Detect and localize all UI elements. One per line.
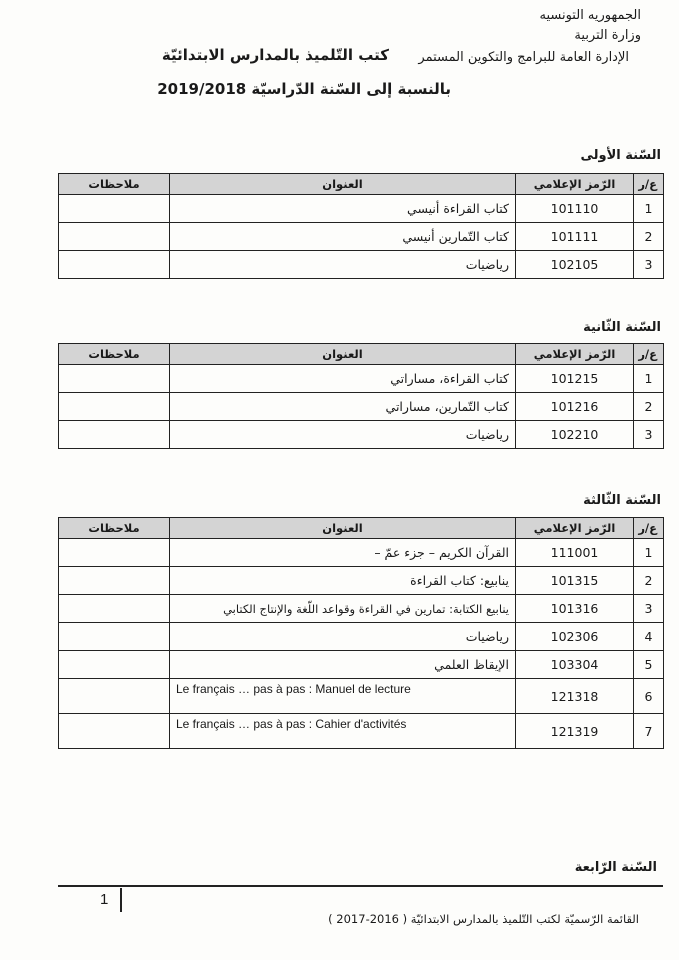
page-number: 1: [100, 891, 109, 908]
row-code: 101316: [516, 595, 634, 623]
row-notes: [59, 223, 170, 251]
books-table-year1: [58, 173, 664, 279]
col-title-header: العنوان: [170, 344, 516, 365]
row-title: رياضيات: [170, 421, 516, 449]
table-row: [59, 679, 664, 714]
row-num: 1: [634, 539, 664, 567]
document-year-title: بالنسبة إلى السّنة الدّراسيّة 2019/2018: [157, 80, 451, 98]
row-notes: [59, 365, 170, 393]
section-title-year4: السّنة الرّابعة: [574, 860, 657, 875]
col-code-header: الرّمز الإعلامي: [516, 174, 634, 195]
table-header-row: [59, 174, 664, 195]
row-title: كتاب القراءة، مساراتي: [170, 365, 516, 393]
row-num: 5: [634, 651, 664, 679]
table-row: [59, 651, 664, 679]
row-code: 111001: [516, 539, 634, 567]
row-notes: [59, 251, 170, 279]
row-notes: [59, 679, 170, 714]
row-code: 102306: [516, 623, 634, 651]
row-title: ينابيع الكتابة: تمارين في القراءة وقواعد اللّغة والإنتاج الكتابي: [170, 595, 516, 623]
footer-divider: [120, 888, 122, 912]
col-num-header: ع/ر: [634, 174, 664, 195]
row-notes: [59, 421, 170, 449]
table-row: [59, 195, 664, 223]
row-title: رياضيات: [170, 251, 516, 279]
table-row: [59, 365, 664, 393]
row-title: Le français … pas à pas : Manuel de lecture: [170, 679, 516, 714]
col-notes-header: ملاحظات: [59, 174, 170, 195]
row-num: 1: [634, 365, 664, 393]
header-directorate: الإدارة العامة للبرامج والتكوين المستمر: [418, 50, 629, 65]
row-code: 101315: [516, 567, 634, 595]
row-title: كتاب القراءة أنيسي: [170, 195, 516, 223]
table-row: [59, 539, 664, 567]
row-notes: [59, 567, 170, 595]
footer-caption: القائمة الرّسميّة لكتب التّلميذ بالمدارس الابتدائيّة ( 2016-2017 ): [328, 912, 639, 926]
header-republic: الجمهوريه التونسيه: [539, 8, 641, 23]
col-code-header: الرّمز الإعلامي: [516, 518, 634, 539]
row-notes: [59, 595, 170, 623]
footer-rule: [58, 885, 663, 887]
row-num: 3: [634, 251, 664, 279]
col-num-header: ع/ر: [634, 518, 664, 539]
row-notes: [59, 651, 170, 679]
col-notes-header: ملاحظات: [59, 518, 170, 539]
row-title: Le français … pas à pas : Cahier d'activités: [170, 714, 516, 749]
col-num-header: ع/ر: [634, 344, 664, 365]
row-num: 1: [634, 195, 664, 223]
row-notes: [59, 393, 170, 421]
table-row: [59, 421, 664, 449]
row-num: 3: [634, 421, 664, 449]
table-row: [59, 393, 664, 421]
row-title: كتاب التّمارين أنيسي: [170, 223, 516, 251]
row-title: الإيقاظ العلمي: [170, 651, 516, 679]
document-title: كتب التّلميذ بالمدارس الابتدائيّة: [161, 46, 389, 64]
col-title-header: العنوان: [170, 174, 516, 195]
section-title-year2: السّنة الثّانية: [583, 320, 661, 335]
table-row: [59, 595, 664, 623]
row-code: 101111: [516, 223, 634, 251]
row-code: 102210: [516, 421, 634, 449]
table-row: [59, 251, 664, 279]
header-ministry: وزارة التربية: [574, 28, 641, 43]
row-title: رياضيات: [170, 623, 516, 651]
row-num: 7: [634, 714, 664, 749]
table-row: [59, 567, 664, 595]
row-code: 121318: [516, 679, 634, 714]
table-row: [59, 623, 664, 651]
row-notes: [59, 539, 170, 567]
section-title-year3: السّنة الثّالثة: [583, 493, 661, 508]
row-code: 121319: [516, 714, 634, 749]
row-title: كتاب التّمارين، مساراتي: [170, 393, 516, 421]
row-notes: [59, 623, 170, 651]
table-header-row: [59, 344, 664, 365]
books-table-year3: [58, 517, 664, 749]
row-num: 2: [634, 393, 664, 421]
row-title: ينابيع: كتاب القراءة: [170, 567, 516, 595]
row-code: 101216: [516, 393, 634, 421]
row-title: القرآن الكريم – جزء عمّ –: [170, 539, 516, 567]
col-title-header: العنوان: [170, 518, 516, 539]
row-code: 103304: [516, 651, 634, 679]
table-row: [59, 223, 664, 251]
table-row: [59, 714, 664, 749]
books-table-year2: [58, 343, 664, 449]
row-num: 4: [634, 623, 664, 651]
row-notes: [59, 195, 170, 223]
row-num: 3: [634, 595, 664, 623]
row-notes: [59, 714, 170, 749]
row-code: 101110: [516, 195, 634, 223]
row-num: 2: [634, 567, 664, 595]
row-code: 102105: [516, 251, 634, 279]
table-header-row: [59, 518, 664, 539]
row-num: 6: [634, 679, 664, 714]
col-notes-header: ملاحظات: [59, 344, 170, 365]
row-code: 101215: [516, 365, 634, 393]
section-title-year1: السّنة الأولى: [580, 148, 661, 163]
col-code-header: الرّمز الإعلامي: [516, 344, 634, 365]
row-num: 2: [634, 223, 664, 251]
